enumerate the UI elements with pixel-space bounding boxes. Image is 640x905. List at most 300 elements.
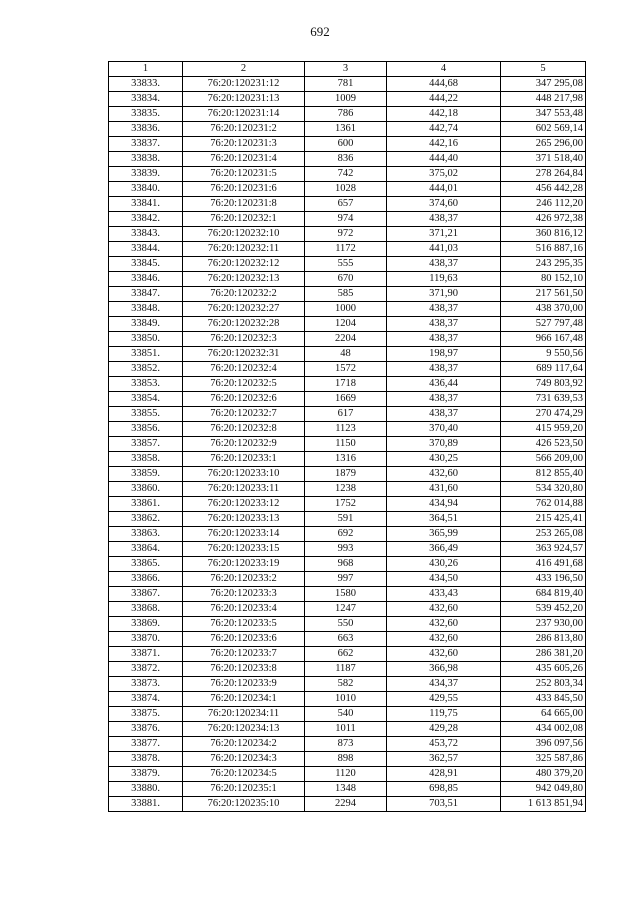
cost-value-cell: 812 855,40 xyxy=(501,467,586,482)
row-number-cell: 33860. xyxy=(109,482,183,497)
table-row xyxy=(109,347,586,362)
cost-value-cell: 217 561,50 xyxy=(501,287,586,302)
cost-value-cell: 966 167,48 xyxy=(501,332,586,347)
table-row xyxy=(109,197,586,212)
rate-value-cell: 438,37 xyxy=(387,212,501,227)
cadastral-number-cell: 76:20:120232:7 xyxy=(183,407,305,422)
area-value-cell: 873 xyxy=(305,737,387,752)
row-number-cell: 33854. xyxy=(109,392,183,407)
table-row xyxy=(109,182,586,197)
cadastral-number-cell: 76:20:120231:2 xyxy=(183,122,305,137)
row-number-cell: 33877. xyxy=(109,737,183,752)
area-value-cell: 48 xyxy=(305,347,387,362)
rate-value-cell: 365,99 xyxy=(387,527,501,542)
table-row xyxy=(109,632,586,647)
table-row xyxy=(109,452,586,467)
rate-value-cell: 441,03 xyxy=(387,242,501,257)
area-value-cell: 1123 xyxy=(305,422,387,437)
cadastral-number-cell: 76:20:120231:3 xyxy=(183,137,305,152)
cadastral-number-cell: 76:20:120233:13 xyxy=(183,512,305,527)
cost-value-cell: 237 930,00 xyxy=(501,617,586,632)
row-number-cell: 33847. xyxy=(109,287,183,302)
rate-value-cell: 430,26 xyxy=(387,557,501,572)
row-number-cell: 33869. xyxy=(109,617,183,632)
table-row xyxy=(109,242,586,257)
cost-value-cell: 415 959,20 xyxy=(501,422,586,437)
cost-value-cell: 347 295,08 xyxy=(501,77,586,92)
area-value-cell: 1204 xyxy=(305,317,387,332)
table-row xyxy=(109,107,586,122)
cadastral-number-cell: 76:20:120235:10 xyxy=(183,797,305,812)
rate-value-cell: 432,60 xyxy=(387,617,501,632)
rate-value-cell: 436,44 xyxy=(387,377,501,392)
rate-value-cell: 370,89 xyxy=(387,437,501,452)
column-header-3: 3 xyxy=(305,62,387,77)
row-number-cell: 33857. xyxy=(109,437,183,452)
area-value-cell: 786 xyxy=(305,107,387,122)
row-number-cell: 33836. xyxy=(109,122,183,137)
area-value-cell: 1150 xyxy=(305,437,387,452)
cadastral-table xyxy=(108,61,586,812)
area-value-cell: 540 xyxy=(305,707,387,722)
row-number-cell: 33841. xyxy=(109,197,183,212)
cadastral-number-cell: 76:20:120232:13 xyxy=(183,272,305,287)
cadastral-number-cell: 76:20:120232:31 xyxy=(183,347,305,362)
cadastral-number-cell: 76:20:120232:5 xyxy=(183,377,305,392)
cost-value-cell: 438 370,00 xyxy=(501,302,586,317)
area-value-cell: 1316 xyxy=(305,452,387,467)
cadastral-number-cell: 76:20:120234:5 xyxy=(183,767,305,782)
area-value-cell: 591 xyxy=(305,512,387,527)
rate-value-cell: 438,37 xyxy=(387,362,501,377)
cost-value-cell: 602 569,14 xyxy=(501,122,586,137)
area-value-cell: 2294 xyxy=(305,797,387,812)
row-number-cell: 33845. xyxy=(109,257,183,272)
row-number-cell: 33846. xyxy=(109,272,183,287)
cadastral-number-cell: 76:20:120231:13 xyxy=(183,92,305,107)
rate-value-cell: 444,01 xyxy=(387,182,501,197)
table-row xyxy=(109,662,586,677)
rate-value-cell: 438,37 xyxy=(387,302,501,317)
rate-value-cell: 429,28 xyxy=(387,722,501,737)
cadastral-number-cell: 76:20:120233:6 xyxy=(183,632,305,647)
cadastral-number-cell: 76:20:120232:27 xyxy=(183,302,305,317)
rate-value-cell: 438,37 xyxy=(387,407,501,422)
area-value-cell: 1028 xyxy=(305,182,387,197)
table-row xyxy=(109,212,586,227)
row-number-cell: 33835. xyxy=(109,107,183,122)
cadastral-number-cell: 76:20:120232:4 xyxy=(183,362,305,377)
cost-value-cell: 278 264,84 xyxy=(501,167,586,182)
table-row xyxy=(109,542,586,557)
cadastral-number-cell: 76:20:120233:15 xyxy=(183,542,305,557)
rate-value-cell: 434,50 xyxy=(387,572,501,587)
table-row xyxy=(109,557,586,572)
cost-value-cell: 516 887,16 xyxy=(501,242,586,257)
area-value-cell: 898 xyxy=(305,752,387,767)
row-number-cell: 33853. xyxy=(109,377,183,392)
table-row xyxy=(109,332,586,347)
row-number-cell: 33833. xyxy=(109,77,183,92)
rate-value-cell: 438,37 xyxy=(387,392,501,407)
row-number-cell: 33880. xyxy=(109,782,183,797)
area-value-cell: 550 xyxy=(305,617,387,632)
row-number-cell: 33855. xyxy=(109,407,183,422)
rate-value-cell: 198,97 xyxy=(387,347,501,362)
table-row xyxy=(109,767,586,782)
table-row xyxy=(109,512,586,527)
rate-value-cell: 429,55 xyxy=(387,692,501,707)
rate-value-cell: 430,25 xyxy=(387,452,501,467)
row-number-cell: 33872. xyxy=(109,662,183,677)
cost-value-cell: 371 518,40 xyxy=(501,152,586,167)
cadastral-number-cell: 76:20:120232:12 xyxy=(183,257,305,272)
area-value-cell: 1361 xyxy=(305,122,387,137)
table-row xyxy=(109,302,586,317)
cost-value-cell: 215 425,41 xyxy=(501,512,586,527)
area-value-cell: 1718 xyxy=(305,377,387,392)
area-value-cell: 582 xyxy=(305,677,387,692)
cadastral-number-cell: 76:20:120232:1 xyxy=(183,212,305,227)
cost-value-cell: 246 112,20 xyxy=(501,197,586,212)
row-number-cell: 33875. xyxy=(109,707,183,722)
rate-value-cell: 375,02 xyxy=(387,167,501,182)
row-number-cell: 33838. xyxy=(109,152,183,167)
area-value-cell: 974 xyxy=(305,212,387,227)
area-value-cell: 1187 xyxy=(305,662,387,677)
rate-value-cell: 119,75 xyxy=(387,707,501,722)
cadastral-number-cell: 76:20:120235:1 xyxy=(183,782,305,797)
table-row xyxy=(109,92,586,107)
cadastral-number-cell: 76:20:120234:1 xyxy=(183,692,305,707)
table-row xyxy=(109,257,586,272)
cadastral-number-cell: 76:20:120233:3 xyxy=(183,587,305,602)
rate-value-cell: 444,22 xyxy=(387,92,501,107)
table-row xyxy=(109,77,586,92)
cadastral-number-cell: 76:20:120232:10 xyxy=(183,227,305,242)
rate-value-cell: 442,74 xyxy=(387,122,501,137)
cadastral-number-cell: 76:20:120233:9 xyxy=(183,677,305,692)
cadastral-number-cell: 76:20:120232:3 xyxy=(183,332,305,347)
rate-value-cell: 438,37 xyxy=(387,257,501,272)
table-row xyxy=(109,272,586,287)
cadastral-number-cell: 76:20:120232:6 xyxy=(183,392,305,407)
row-number-cell: 33843. xyxy=(109,227,183,242)
row-number-cell: 33863. xyxy=(109,527,183,542)
cadastral-number-cell: 76:20:120233:10 xyxy=(183,467,305,482)
row-number-cell: 33873. xyxy=(109,677,183,692)
table-row xyxy=(109,587,586,602)
column-header-5: 5 xyxy=(501,62,586,77)
rate-value-cell: 366,49 xyxy=(387,542,501,557)
cadastral-number-cell: 76:20:120231:12 xyxy=(183,77,305,92)
cadastral-number-cell: 76:20:120233:14 xyxy=(183,527,305,542)
table-row xyxy=(109,377,586,392)
rate-value-cell: 119,63 xyxy=(387,272,501,287)
cadastral-number-cell: 76:20:120233:7 xyxy=(183,647,305,662)
area-value-cell: 1009 xyxy=(305,92,387,107)
table-row xyxy=(109,692,586,707)
row-number-cell: 33848. xyxy=(109,302,183,317)
row-number-cell: 33871. xyxy=(109,647,183,662)
cost-value-cell: 426 972,38 xyxy=(501,212,586,227)
rate-value-cell: 371,21 xyxy=(387,227,501,242)
area-value-cell: 2204 xyxy=(305,332,387,347)
area-value-cell: 585 xyxy=(305,287,387,302)
area-value-cell: 997 xyxy=(305,572,387,587)
rate-value-cell: 432,60 xyxy=(387,467,501,482)
row-number-cell: 33862. xyxy=(109,512,183,527)
rate-value-cell: 433,43 xyxy=(387,587,501,602)
table-row xyxy=(109,602,586,617)
row-number-cell: 33874. xyxy=(109,692,183,707)
rate-value-cell: 444,68 xyxy=(387,77,501,92)
cost-value-cell: 64 665,00 xyxy=(501,707,586,722)
row-number-cell: 33850. xyxy=(109,332,183,347)
row-number-cell: 33842. xyxy=(109,212,183,227)
area-value-cell: 781 xyxy=(305,77,387,92)
cadastral-number-cell: 76:20:120232:11 xyxy=(183,242,305,257)
cost-value-cell: 286 381,20 xyxy=(501,647,586,662)
cadastral-number-cell: 76:20:120231:14 xyxy=(183,107,305,122)
table-row xyxy=(109,407,586,422)
table-row xyxy=(109,167,586,182)
cadastral-number-cell: 76:20:120233:12 xyxy=(183,497,305,512)
table-row xyxy=(109,122,586,137)
cost-value-cell: 534 320,80 xyxy=(501,482,586,497)
cost-value-cell: 684 819,40 xyxy=(501,587,586,602)
area-value-cell: 670 xyxy=(305,272,387,287)
row-number-cell: 33851. xyxy=(109,347,183,362)
row-number-cell: 33856. xyxy=(109,422,183,437)
rate-value-cell: 370,40 xyxy=(387,422,501,437)
cost-value-cell: 325 587,86 xyxy=(501,752,586,767)
cost-value-cell: 253 265,08 xyxy=(501,527,586,542)
cost-value-cell: 435 605,26 xyxy=(501,662,586,677)
table-body xyxy=(109,77,586,812)
area-value-cell: 657 xyxy=(305,197,387,212)
cadastral-number-cell: 76:20:120234:11 xyxy=(183,707,305,722)
cost-value-cell: 396 097,56 xyxy=(501,737,586,752)
cadastral-number-cell: 76:20:120232:28 xyxy=(183,317,305,332)
rate-value-cell: 442,16 xyxy=(387,137,501,152)
row-number-cell: 33861. xyxy=(109,497,183,512)
area-value-cell: 663 xyxy=(305,632,387,647)
cost-value-cell: 286 813,80 xyxy=(501,632,586,647)
table-row xyxy=(109,737,586,752)
row-number-cell: 33844. xyxy=(109,242,183,257)
table-row xyxy=(109,752,586,767)
table-row xyxy=(109,782,586,797)
cost-value-cell: 80 152,10 xyxy=(501,272,586,287)
cost-value-cell: 433 196,50 xyxy=(501,572,586,587)
row-number-cell: 33864. xyxy=(109,542,183,557)
row-number-cell: 33858. xyxy=(109,452,183,467)
table-row xyxy=(109,392,586,407)
area-value-cell: 1348 xyxy=(305,782,387,797)
row-number-cell: 33866. xyxy=(109,572,183,587)
cadastral-number-cell: 76:20:120233:4 xyxy=(183,602,305,617)
rate-value-cell: 366,98 xyxy=(387,662,501,677)
cadastral-number-cell: 76:20:120231:6 xyxy=(183,182,305,197)
table-row xyxy=(109,227,586,242)
table-row xyxy=(109,677,586,692)
cost-value-cell: 360 816,12 xyxy=(501,227,586,242)
cadastral-number-cell: 76:20:120232:8 xyxy=(183,422,305,437)
rate-value-cell: 453,72 xyxy=(387,737,501,752)
area-value-cell: 1010 xyxy=(305,692,387,707)
area-value-cell: 1247 xyxy=(305,602,387,617)
cost-value-cell: 9 550,56 xyxy=(501,347,586,362)
column-header-4: 4 xyxy=(387,62,501,77)
header-row xyxy=(109,62,586,77)
rate-value-cell: 698,85 xyxy=(387,782,501,797)
row-number-cell: 33876. xyxy=(109,722,183,737)
cadastral-number-cell: 76:20:120231:5 xyxy=(183,167,305,182)
cost-value-cell: 243 295,35 xyxy=(501,257,586,272)
rate-value-cell: 442,18 xyxy=(387,107,501,122)
row-number-cell: 33878. xyxy=(109,752,183,767)
row-number-cell: 33834. xyxy=(109,92,183,107)
cost-value-cell: 539 452,20 xyxy=(501,602,586,617)
area-value-cell: 972 xyxy=(305,227,387,242)
rate-value-cell: 434,94 xyxy=(387,497,501,512)
table-row xyxy=(109,152,586,167)
rate-value-cell: 362,57 xyxy=(387,752,501,767)
cadastral-number-cell: 76:20:120233:19 xyxy=(183,557,305,572)
page-number: 692 xyxy=(310,24,330,39)
cost-value-cell: 448 217,98 xyxy=(501,92,586,107)
table-row xyxy=(109,422,586,437)
cost-value-cell: 731 639,53 xyxy=(501,392,586,407)
table-row xyxy=(109,482,586,497)
area-value-cell: 600 xyxy=(305,137,387,152)
cost-value-cell: 456 442,28 xyxy=(501,182,586,197)
area-value-cell: 1172 xyxy=(305,242,387,257)
cost-value-cell: 433 845,50 xyxy=(501,692,586,707)
row-number-cell: 33865. xyxy=(109,557,183,572)
row-number-cell: 33870. xyxy=(109,632,183,647)
table-row xyxy=(109,617,586,632)
rate-value-cell: 444,40 xyxy=(387,152,501,167)
area-value-cell: 1752 xyxy=(305,497,387,512)
column-header-2: 2 xyxy=(183,62,305,77)
area-value-cell: 968 xyxy=(305,557,387,572)
cadastral-number-cell: 76:20:120233:1 xyxy=(183,452,305,467)
row-number-cell: 33867. xyxy=(109,587,183,602)
cost-value-cell: 762 014,88 xyxy=(501,497,586,512)
row-number-cell: 33859. xyxy=(109,467,183,482)
table-row xyxy=(109,437,586,452)
cadastral-number-cell: 76:20:120232:2 xyxy=(183,287,305,302)
cadastral-number-cell: 76:20:120231:4 xyxy=(183,152,305,167)
area-value-cell: 1879 xyxy=(305,467,387,482)
cadastral-number-cell: 76:20:120233:5 xyxy=(183,617,305,632)
table-row xyxy=(109,137,586,152)
area-value-cell: 1000 xyxy=(305,302,387,317)
cost-value-cell: 566 209,00 xyxy=(501,452,586,467)
area-value-cell: 662 xyxy=(305,647,387,662)
table-row xyxy=(109,497,586,512)
row-number-cell: 33839. xyxy=(109,167,183,182)
area-value-cell: 993 xyxy=(305,542,387,557)
area-value-cell: 1669 xyxy=(305,392,387,407)
row-number-cell: 33840. xyxy=(109,182,183,197)
rate-value-cell: 432,60 xyxy=(387,647,501,662)
cost-value-cell: 689 117,64 xyxy=(501,362,586,377)
row-number-cell: 33852. xyxy=(109,362,183,377)
cost-value-cell: 363 924,57 xyxy=(501,542,586,557)
cadastral-number-cell: 76:20:120234:13 xyxy=(183,722,305,737)
row-number-cell: 33868. xyxy=(109,602,183,617)
table-row xyxy=(109,362,586,377)
table-row xyxy=(109,707,586,722)
area-value-cell: 1120 xyxy=(305,767,387,782)
rate-value-cell: 431,60 xyxy=(387,482,501,497)
cadastral-number-cell: 76:20:120233:11 xyxy=(183,482,305,497)
cost-value-cell: 527 797,48 xyxy=(501,317,586,332)
cadastral-number-cell: 76:20:120233:8 xyxy=(183,662,305,677)
table-row xyxy=(109,797,586,812)
cost-value-cell: 942 049,80 xyxy=(501,782,586,797)
cost-value-cell: 1 613 851,94 xyxy=(501,797,586,812)
row-number-cell: 33881. xyxy=(109,797,183,812)
cost-value-cell: 265 296,00 xyxy=(501,137,586,152)
cadastral-number-cell: 76:20:120233:2 xyxy=(183,572,305,587)
area-value-cell: 692 xyxy=(305,527,387,542)
row-number-cell: 33837. xyxy=(109,137,183,152)
rate-value-cell: 374,60 xyxy=(387,197,501,212)
area-value-cell: 1572 xyxy=(305,362,387,377)
area-value-cell: 742 xyxy=(305,167,387,182)
cost-value-cell: 426 523,50 xyxy=(501,437,586,452)
cadastral-number-cell: 76:20:120234:2 xyxy=(183,737,305,752)
area-value-cell: 1011 xyxy=(305,722,387,737)
cadastral-number-cell: 76:20:120232:9 xyxy=(183,437,305,452)
cost-value-cell: 270 474,29 xyxy=(501,407,586,422)
area-value-cell: 617 xyxy=(305,407,387,422)
table-row xyxy=(109,467,586,482)
cost-value-cell: 347 553,48 xyxy=(501,107,586,122)
row-number-cell: 33879. xyxy=(109,767,183,782)
cost-value-cell: 252 803,34 xyxy=(501,677,586,692)
table-row xyxy=(109,572,586,587)
table-row xyxy=(109,647,586,662)
rate-value-cell: 438,37 xyxy=(387,332,501,347)
cost-value-cell: 480 379,20 xyxy=(501,767,586,782)
rate-value-cell: 428,91 xyxy=(387,767,501,782)
area-value-cell: 1580 xyxy=(305,587,387,602)
table-row xyxy=(109,527,586,542)
rate-value-cell: 703,51 xyxy=(387,797,501,812)
area-value-cell: 836 xyxy=(305,152,387,167)
cost-value-cell: 434 002,08 xyxy=(501,722,586,737)
column-header-1: 1 xyxy=(109,62,183,77)
cadastral-number-cell: 76:20:120234:3 xyxy=(183,752,305,767)
area-value-cell: 555 xyxy=(305,257,387,272)
table-row xyxy=(109,317,586,332)
rate-value-cell: 434,37 xyxy=(387,677,501,692)
cost-value-cell: 416 491,68 xyxy=(501,557,586,572)
cadastral-number-cell: 76:20:120231:8 xyxy=(183,197,305,212)
rate-value-cell: 364,51 xyxy=(387,512,501,527)
rate-value-cell: 371,90 xyxy=(387,287,501,302)
area-value-cell: 1238 xyxy=(305,482,387,497)
cost-value-cell: 749 803,92 xyxy=(501,377,586,392)
rate-value-cell: 432,60 xyxy=(387,602,501,617)
rate-value-cell: 438,37 xyxy=(387,317,501,332)
table-row xyxy=(109,287,586,302)
